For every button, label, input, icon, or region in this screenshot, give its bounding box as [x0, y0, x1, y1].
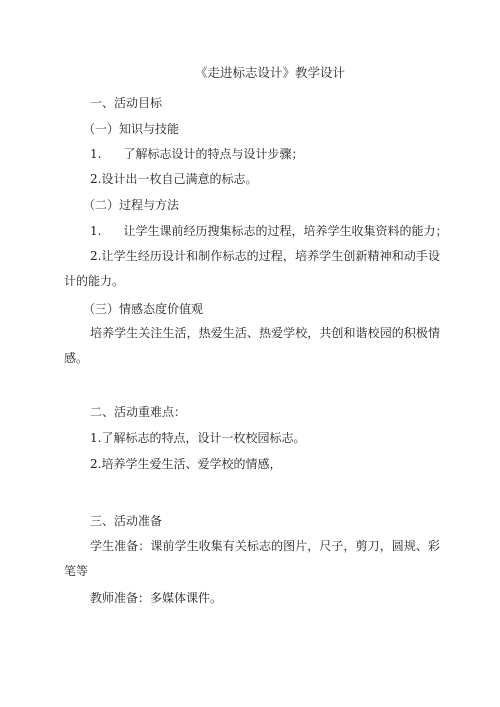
document-title: 《走进标志设计》教学设计 — [194, 65, 345, 80]
paragraph: 教师准备：多媒体课件。 — [90, 591, 223, 605]
subheading-knowledge-skills: （一）知识与技能 — [83, 122, 180, 136]
list-item — [90, 145, 303, 163]
list-item-number: 1. — [90, 224, 102, 238]
subheading-emotion-values: （三）情感态度价值观 — [83, 302, 204, 316]
list-item: 2.设计出一枚自己满意的标志。 — [90, 172, 258, 186]
section-heading-key-points: 二、活动重难点： — [90, 405, 187, 419]
list-item-text: 了解标志设计的特点与设计步骤； — [123, 147, 304, 161]
list-item: 2.培养学生爱生活、爱学校的情感， — [90, 457, 282, 471]
list-item-text: 让学生课前经历搜集标志的过程，培养学生收集资料的能力； — [123, 224, 448, 238]
list-item: 1.了解标志的特点，设计一枚校园标志。 — [90, 431, 306, 445]
paragraph: 培养学生关注生活，热爱生活、热爱学校，共创和谐校园的积极情感。 — [64, 326, 440, 365]
paragraph: 学生准备：课前学生收集有关标志的图片，尺子，剪刀，圆规、彩笔等 — [64, 539, 440, 578]
list-item — [90, 222, 447, 240]
paragraph: 2.让学生经历设计和制作标志的过程，培养学生创新精神和动手设计的能力。 — [64, 249, 440, 288]
list-item-number: 1. — [90, 147, 102, 161]
subheading-process-method: （二）过程与方法 — [83, 198, 180, 212]
section-heading-objectives: 一、活动目标 — [90, 96, 163, 110]
section-heading-preparation: 三、活动准备 — [90, 514, 163, 528]
